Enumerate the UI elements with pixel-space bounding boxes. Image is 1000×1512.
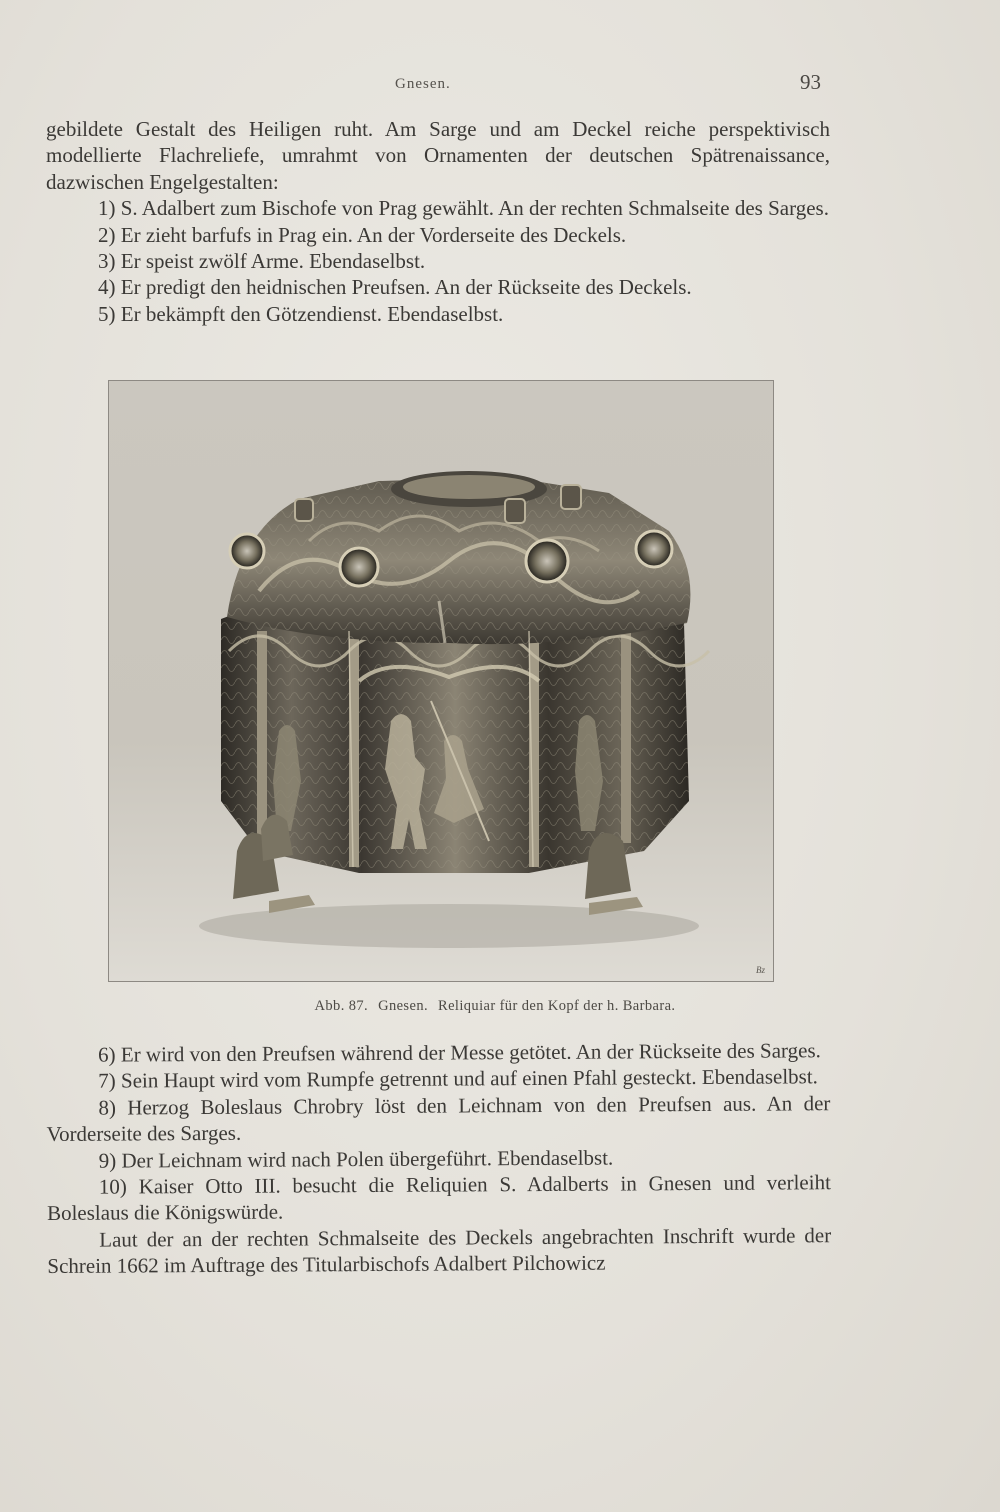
figure-caption xyxy=(0,998,1000,1015)
caption-place: Gnesen. xyxy=(378,998,428,1014)
list-item: 8) Herzog Boleslaus Chrobry löst den Leichnam von den Preufsen aus. An der Vorderseite des Sarges. xyxy=(46,1091,831,1147)
body-text-bottom xyxy=(46,1037,831,1279)
list-item: 6) Er wird von den Preufsen während der Messe getötet. An der Rückseite des Sarges. xyxy=(98,1038,821,1067)
list-item: 2) Er zieht barfufs in Prag ein. An der Vorderseite des Deckels. xyxy=(98,222,627,247)
running-title: Gnesen. xyxy=(395,76,451,92)
reliquary-photograph xyxy=(108,380,774,982)
list-item: 7) Sein Haupt wird vom Rumpfe getrennt und auf einen Pfahl gesteckt. Ebendaselbst. xyxy=(98,1064,818,1094)
engraver-mark: Bz xyxy=(756,965,765,975)
list-item: 9) Der Leichnam wird nach Polen übergeführt. Ebendaselbst. xyxy=(98,1145,614,1173)
list-item: 5) Er bekämpft den Götzendienst. Ebendaselbst. xyxy=(98,301,504,326)
running-head xyxy=(0,70,1000,100)
caption-text: Reliquiar für den Kopf der h. Barbara. xyxy=(438,998,676,1014)
body-text-top xyxy=(46,116,830,327)
list-item: 4) Er predigt den heidnischen Preufsen. An der Rückseite des Deckels. xyxy=(98,275,692,300)
page-number: 93 xyxy=(800,70,821,94)
caption-label: Abb. 87. xyxy=(314,998,369,1014)
paragraph: Laut der an der rechten Schmalseite des Deckels angebrachten Inschrift wurde der Schrein 1662 im Auftrage des Titularbischofs Adalbert Pilchowicz xyxy=(47,1223,832,1279)
list-item: 3) Er speist zwölf Arme. Ebendaselbst. xyxy=(98,249,426,274)
list-item: 10) Kaiser Otto III. besucht die Reliquien S. Adalberts in Gnesen und verleiht Boleslaus die Königswürde. xyxy=(46,1170,831,1226)
reliquary-illustration xyxy=(109,381,773,981)
paragraph: gebildete Gestalt des Heiligen ruht. Am Sarge und am Deckel reiche perspektivisch modellierte Flachreliefe, umrahmt von Ornamenten der deutschen Spätrenaissance, dazwischen Engelgestalten: xyxy=(46,117,830,194)
list-item: 1) S. Adalbert zum Bischofe von Prag gewählt. An der rechten Schmalseite des Sarges. xyxy=(98,196,829,221)
